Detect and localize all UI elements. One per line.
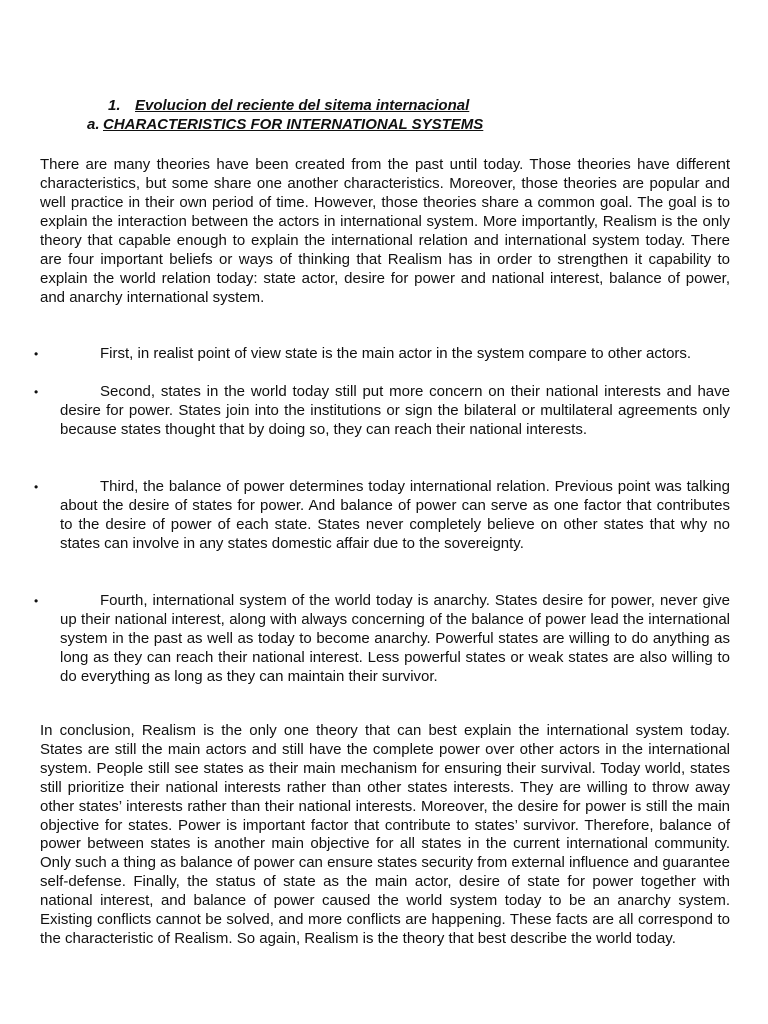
bullet-dot: •: [34, 480, 39, 494]
heading-1: [108, 97, 469, 115]
heading-2: [87, 116, 483, 134]
bullet-item-balance-of-power: Third, the balance of power determines today international relation. Previous point was talking about the desire of states for power. And balance of power can serve as one factor that contributes to the desire of power of each state. States never completely believe on other states that why no states can involve in any states domestic affair due to the sovereignty.: [60, 478, 730, 552]
conclusion-paragraph: In conclusion, Realism is the only one theory that can best explain the international system today. States are still the main actors and still have the complete power over other actors in the international system. People still see states as their main mechanism for ensuring their survival. Today world, states still prioritize their national interests rather than other states interests. They are willing to throw away other states’ interests rather than their national interests. Moreover, the desire for power is still the main objective for states. Power is important factor that contribute to states’ survivor. Therefore, balance of power between states is another main objective for all states in the current international community. Only such a thing as balance of power can ensure states security from external influence and guarantee self-defense. Finally, the status of state as the main actor, desire of state for power together with national interest, and balance of power caused the world system today to be an anarchy system. Existing conflicts cannot be solved, and more conflicts are happening. These facts are all correspond to the characteristic of Realism. So again, Realism is the theory that best describe the world today.: [40, 722, 730, 947]
bullet-dot: •: [34, 347, 39, 361]
bullet-dot: •: [34, 385, 39, 399]
bullet-dot: •: [34, 594, 39, 608]
bullet-item-national-interest: Second, states in the world today still put more concern on their national interests and have desire for power. States join into the institutions or sign the bilateral or multilateral agreements only because states thought that by doing so, they can reach their national interests.: [60, 383, 730, 438]
intro-paragraph: There are many theories have been created from the past until today. Those theories have different characteristics, but some share one another characteristics. Moreover, those theories are popular and well practice in their own period of time. However, those theories share a common goal. The goal is to explain the interaction between the actors in international system. More importantly, Realism is the only theory that capable enough to explain the international relation and international system today. There are four important beliefs or ways of thinking that Realism has in order to strengthen it capability to explain the world relation today: state actor, desire for power and national interest, balance of power, and anarchy international system.: [40, 156, 730, 306]
heading-1-number: 1.: [108, 97, 121, 114]
bullet-item-state-actor: First, in realist point of view state is the main actor in the system compare to other actors.: [100, 345, 692, 362]
heading-1-title: Evolucion del reciente del sitema internacional: [135, 97, 470, 114]
heading-2-number: a.: [87, 116, 100, 133]
bullet-item-anarchy: Fourth, international system of the world today is anarchy. States desire for power, never give up their national interest, along with always concerning of the balance of power lead the international system in the past as well as today to become anarchy. Powerful states are willing to do anything as long as they can reach their national interest. Less powerful states or weak states are also willing to do everything as long as they can maintain their survivor.: [60, 592, 730, 685]
heading-2-title: CHARACTERISTICS FOR INTERNATIONAL SYSTEMS: [103, 116, 484, 133]
